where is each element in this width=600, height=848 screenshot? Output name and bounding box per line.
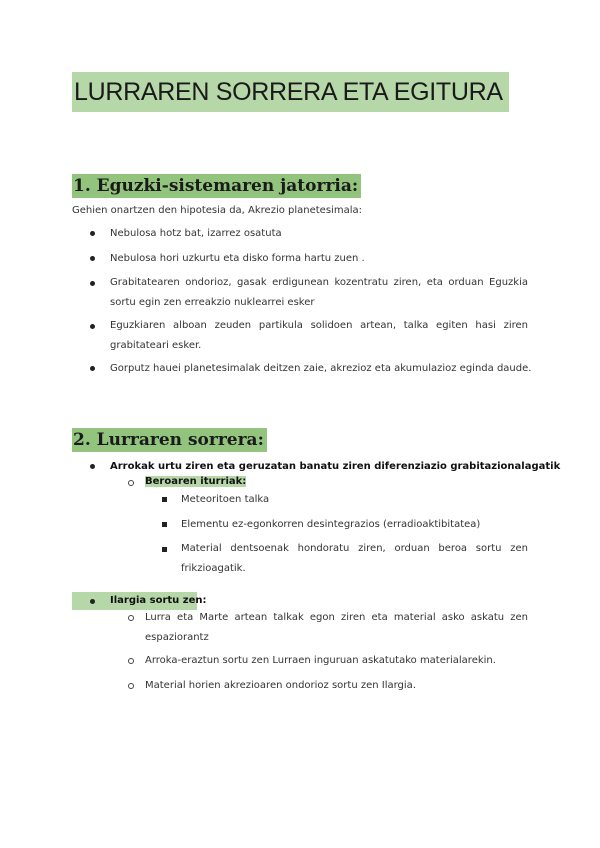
list-item: Gorputz hauei planetesimalak deitzen zaie, akrezioz eta akumulazioz eginda daude. (110, 363, 532, 374)
list-item: Grabitatearen ondorioz, gasak erdigunean kozentratu ziren, eta orduan Eguzkia sortu egin zen erreakzio nuklearrei esker (110, 277, 528, 308)
list-item: Nebulosa hotz bat, izarrez osatuta (110, 228, 282, 239)
bullet-dot (90, 464, 95, 469)
bullet-square (162, 547, 167, 552)
bullet-ring (128, 683, 134, 689)
bullet-dot (90, 324, 95, 329)
list-item: Material horien akrezioaren ondorioz sortu zen Ilargia. (145, 680, 416, 691)
sub-heading-highlight: Beroaren iturriak: (145, 476, 247, 487)
bullet-dot (90, 366, 95, 371)
bullet-dot (90, 231, 95, 236)
list-item: Ilargia sortu zen: (110, 595, 207, 606)
bullet-ring (128, 480, 134, 486)
bullet-square (162, 497, 167, 502)
bullet-ring (128, 615, 134, 621)
list-item: Nebulosa hori uzkurtu eta disko forma hartu zuen . (110, 253, 365, 264)
bullet-dot (90, 256, 95, 261)
list-item: Arroka-eraztun sortu zen Lurraen inguruan askatutako materialarekin. (145, 655, 496, 666)
list-item: Arrokak urtu ziren eta geruzatan banatu ziren diferenziazio grabitazionalagatik (110, 461, 561, 472)
section2-heading: 2. Lurraren sorrera: (72, 428, 267, 452)
sub-heading (145, 474, 246, 490)
bullet-ring (128, 658, 134, 664)
list-item: Eguzkiaren alboan zeuden partikula solidoen artean, talka egiten hasi ziren grabitateari esker. (110, 320, 528, 351)
list-item: Lurra eta Marte artean talkak egon ziren eta material asko askatu zen espaziorantz (145, 612, 528, 643)
section1-intro: Gehien onartzen den hipotesia da, Akrezio planetesimala: (72, 205, 362, 216)
list-item: Material dentsoenak hondoratu ziren, orduan beroa sortu zen frikzioagatik. (181, 543, 528, 574)
list-item: Meteoritoen talka (181, 494, 270, 505)
list-item: Elementu ez-egonkorren desintegrazios (erradioaktibitatea) (181, 519, 481, 530)
bullet-dot (90, 599, 95, 604)
bullet-dot (90, 281, 95, 286)
page-title: LURRAREN SORRERA ETA EGITURA (72, 72, 509, 112)
bullet-square (162, 522, 167, 527)
section1-heading: 1. Eguzki-sistemaren jatorria: (72, 174, 361, 198)
